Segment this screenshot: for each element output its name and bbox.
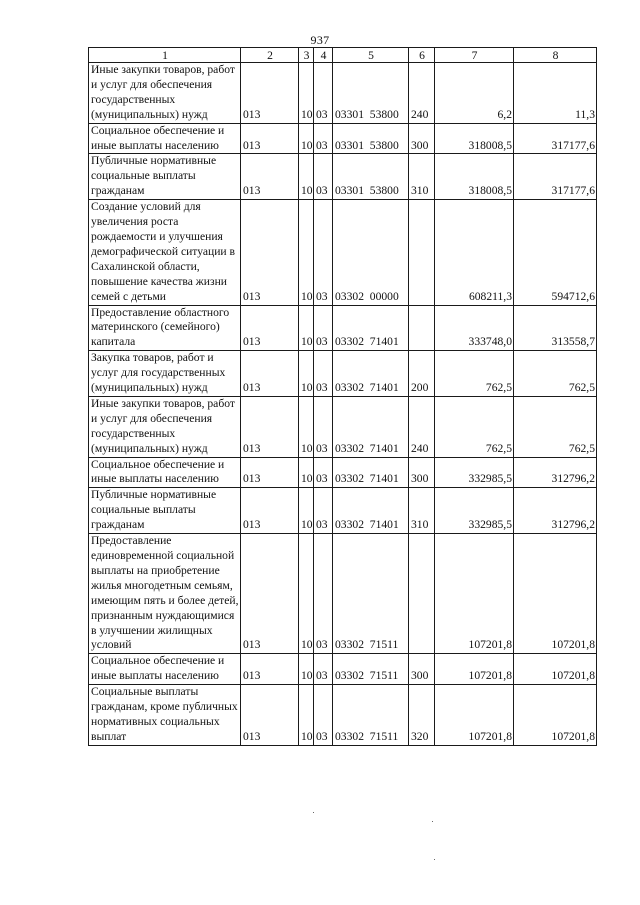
row-name: Социальные выплаты гражданам, кроме публичных нормативных социальных выплат <box>89 685 241 746</box>
row-subsection: 03 <box>314 305 333 351</box>
row-ministry-code: 013 <box>241 488 299 534</box>
table-row <box>89 63 597 124</box>
table-row <box>89 123 597 154</box>
row-ministry-code: 013 <box>241 685 299 746</box>
row-ministry-code: 013 <box>241 123 299 154</box>
row-target-article: 03302 71401 <box>333 305 409 351</box>
row-section: 10 <box>299 685 314 746</box>
row-amount-col8: 11,3 <box>514 63 597 124</box>
table-row <box>89 305 597 351</box>
row-ministry-code: 013 <box>241 396 299 457</box>
row-ministry-code: 013 <box>241 63 299 124</box>
row-amount-col7: 608211,3 <box>435 200 514 305</box>
row-target-article: 03302 71401 <box>333 457 409 488</box>
column-header-3: 3 <box>299 48 314 63</box>
row-target-article: 03301 53800 <box>333 63 409 124</box>
row-ministry-code: 013 <box>241 200 299 305</box>
row-target-article: 03302 71511 <box>333 534 409 654</box>
row-section: 10 <box>299 305 314 351</box>
row-amount-col8: 313558,7 <box>514 305 597 351</box>
row-subsection: 03 <box>314 457 333 488</box>
row-expense-type <box>409 305 435 351</box>
row-section: 10 <box>299 351 314 397</box>
row-amount-col7: 762,5 <box>435 396 514 457</box>
column-header-1: 1 <box>89 48 241 63</box>
row-section: 10 <box>299 457 314 488</box>
row-name: Предоставление областного материнского (семейного) капитала <box>89 305 241 351</box>
row-amount-col8: 317177,6 <box>514 123 597 154</box>
row-target-article: 03302 71511 <box>333 654 409 685</box>
row-amount-col8: 317177,6 <box>514 154 597 200</box>
column-header-4: 4 <box>314 48 333 63</box>
row-amount-col8: 107201,8 <box>514 654 597 685</box>
row-target-article: 03301 53800 <box>333 154 409 200</box>
row-name: Иные закупки товаров, работ и услуг для обеспечения государственных (муниципальных) нужд <box>89 63 241 124</box>
row-expense-type: 240 <box>409 396 435 457</box>
table-row <box>89 534 597 654</box>
row-expense-type <box>409 200 435 305</box>
row-amount-col7: 6,2 <box>435 63 514 124</box>
row-expense-type: 320 <box>409 685 435 746</box>
table-row <box>89 685 597 746</box>
row-expense-type: 300 <box>409 457 435 488</box>
row-target-article: 03302 71401 <box>333 351 409 397</box>
row-ministry-code: 013 <box>241 654 299 685</box>
page-number: 937 <box>310 33 330 47</box>
row-subsection: 03 <box>314 654 333 685</box>
column-header-7: 7 <box>435 48 514 63</box>
row-amount-col7: 333748,0 <box>435 305 514 351</box>
column-header-6: 6 <box>409 48 435 63</box>
row-name: Публичные нормативные социальные выплаты гражданам <box>89 154 241 200</box>
row-target-article: 03302 71511 <box>333 685 409 746</box>
row-target-article: 03301 53800 <box>333 123 409 154</box>
row-subsection: 03 <box>314 488 333 534</box>
row-ministry-code: 013 <box>241 457 299 488</box>
row-expense-type: 300 <box>409 654 435 685</box>
row-amount-col7: 332985,5 <box>435 488 514 534</box>
row-name: Социальное обеспечение и иные выплаты населению <box>89 654 241 685</box>
column-number-row <box>89 48 597 63</box>
row-section: 10 <box>299 200 314 305</box>
row-expense-type: 200 <box>409 351 435 397</box>
row-target-article: 03302 71401 <box>333 396 409 457</box>
row-amount-col8: 312796,2 <box>514 457 597 488</box>
table-row <box>89 488 597 534</box>
row-amount-col8: 107201,8 <box>514 534 597 654</box>
row-amount-col8: 594712,6 <box>514 200 597 305</box>
table-row <box>89 351 597 397</box>
row-amount-col7: 332985,5 <box>435 457 514 488</box>
row-amount-col7: 318008,5 <box>435 123 514 154</box>
row-name: Иные закупки товаров, работ и услуг для обеспечения государственных (муниципальных) нужд <box>89 396 241 457</box>
row-amount-col7: 107201,8 <box>435 685 514 746</box>
row-expense-type: 310 <box>409 154 435 200</box>
scan-speck <box>313 812 314 813</box>
row-subsection: 03 <box>314 351 333 397</box>
column-header-8: 8 <box>514 48 597 63</box>
row-ministry-code: 013 <box>241 305 299 351</box>
row-section: 10 <box>299 63 314 124</box>
row-subsection: 03 <box>314 534 333 654</box>
row-expense-type <box>409 534 435 654</box>
row-subsection: 03 <box>314 396 333 457</box>
row-subsection: 03 <box>314 200 333 305</box>
table-row <box>89 654 597 685</box>
row-section: 10 <box>299 396 314 457</box>
row-expense-type: 240 <box>409 63 435 124</box>
table-row <box>89 154 597 200</box>
row-subsection: 03 <box>314 685 333 746</box>
row-subsection: 03 <box>314 154 333 200</box>
row-ministry-code: 013 <box>241 351 299 397</box>
row-expense-type: 310 <box>409 488 435 534</box>
table-header <box>89 48 597 63</box>
column-header-5: 5 <box>333 48 409 63</box>
row-name: Публичные нормативные социальные выплаты гражданам <box>89 488 241 534</box>
row-target-article: 03302 00000 <box>333 200 409 305</box>
row-section: 10 <box>299 123 314 154</box>
row-amount-col8: 312796,2 <box>514 488 597 534</box>
row-expense-type: 300 <box>409 123 435 154</box>
row-amount-col8: 762,5 <box>514 396 597 457</box>
row-section: 10 <box>299 654 314 685</box>
row-amount-col7: 107201,8 <box>435 654 514 685</box>
row-amount-col7: 107201,8 <box>435 534 514 654</box>
row-amount-col8: 762,5 <box>514 351 597 397</box>
row-section: 10 <box>299 534 314 654</box>
table-row <box>89 200 597 305</box>
scan-speck <box>434 859 435 860</box>
row-name: Социальное обеспечение и иные выплаты населению <box>89 457 241 488</box>
row-name: Предоставление единовременной социальной выплаты на приобретение жилья многодетным семьям, имеющим пять и более детей, признанным нуждающимися в улучшении жилищных условий <box>89 534 241 654</box>
row-section: 10 <box>299 154 314 200</box>
row-amount-col8: 107201,8 <box>514 685 597 746</box>
row-amount-col7: 762,5 <box>435 351 514 397</box>
column-header-2: 2 <box>241 48 299 63</box>
row-ministry-code: 013 <box>241 154 299 200</box>
table-row <box>89 396 597 457</box>
row-name: Создание условий для увеличения роста рождаемости и улучшения демографической ситуации в Сахалинской области, повышение качества жизни семей с детьми <box>89 200 241 305</box>
row-section: 10 <box>299 488 314 534</box>
row-subsection: 03 <box>314 123 333 154</box>
row-name: Закупка товаров, работ и услуг для государственных (муниципальных) нужд <box>89 351 241 397</box>
row-amount-col7: 318008,5 <box>435 154 514 200</box>
row-subsection: 03 <box>314 63 333 124</box>
table-body <box>89 63 597 746</box>
row-target-article: 03302 71401 <box>333 488 409 534</box>
budget-table <box>88 47 597 746</box>
row-ministry-code: 013 <box>241 534 299 654</box>
scan-speck <box>432 821 433 822</box>
table-row <box>89 457 597 488</box>
row-name: Социальное обеспечение и иные выплаты населению <box>89 123 241 154</box>
